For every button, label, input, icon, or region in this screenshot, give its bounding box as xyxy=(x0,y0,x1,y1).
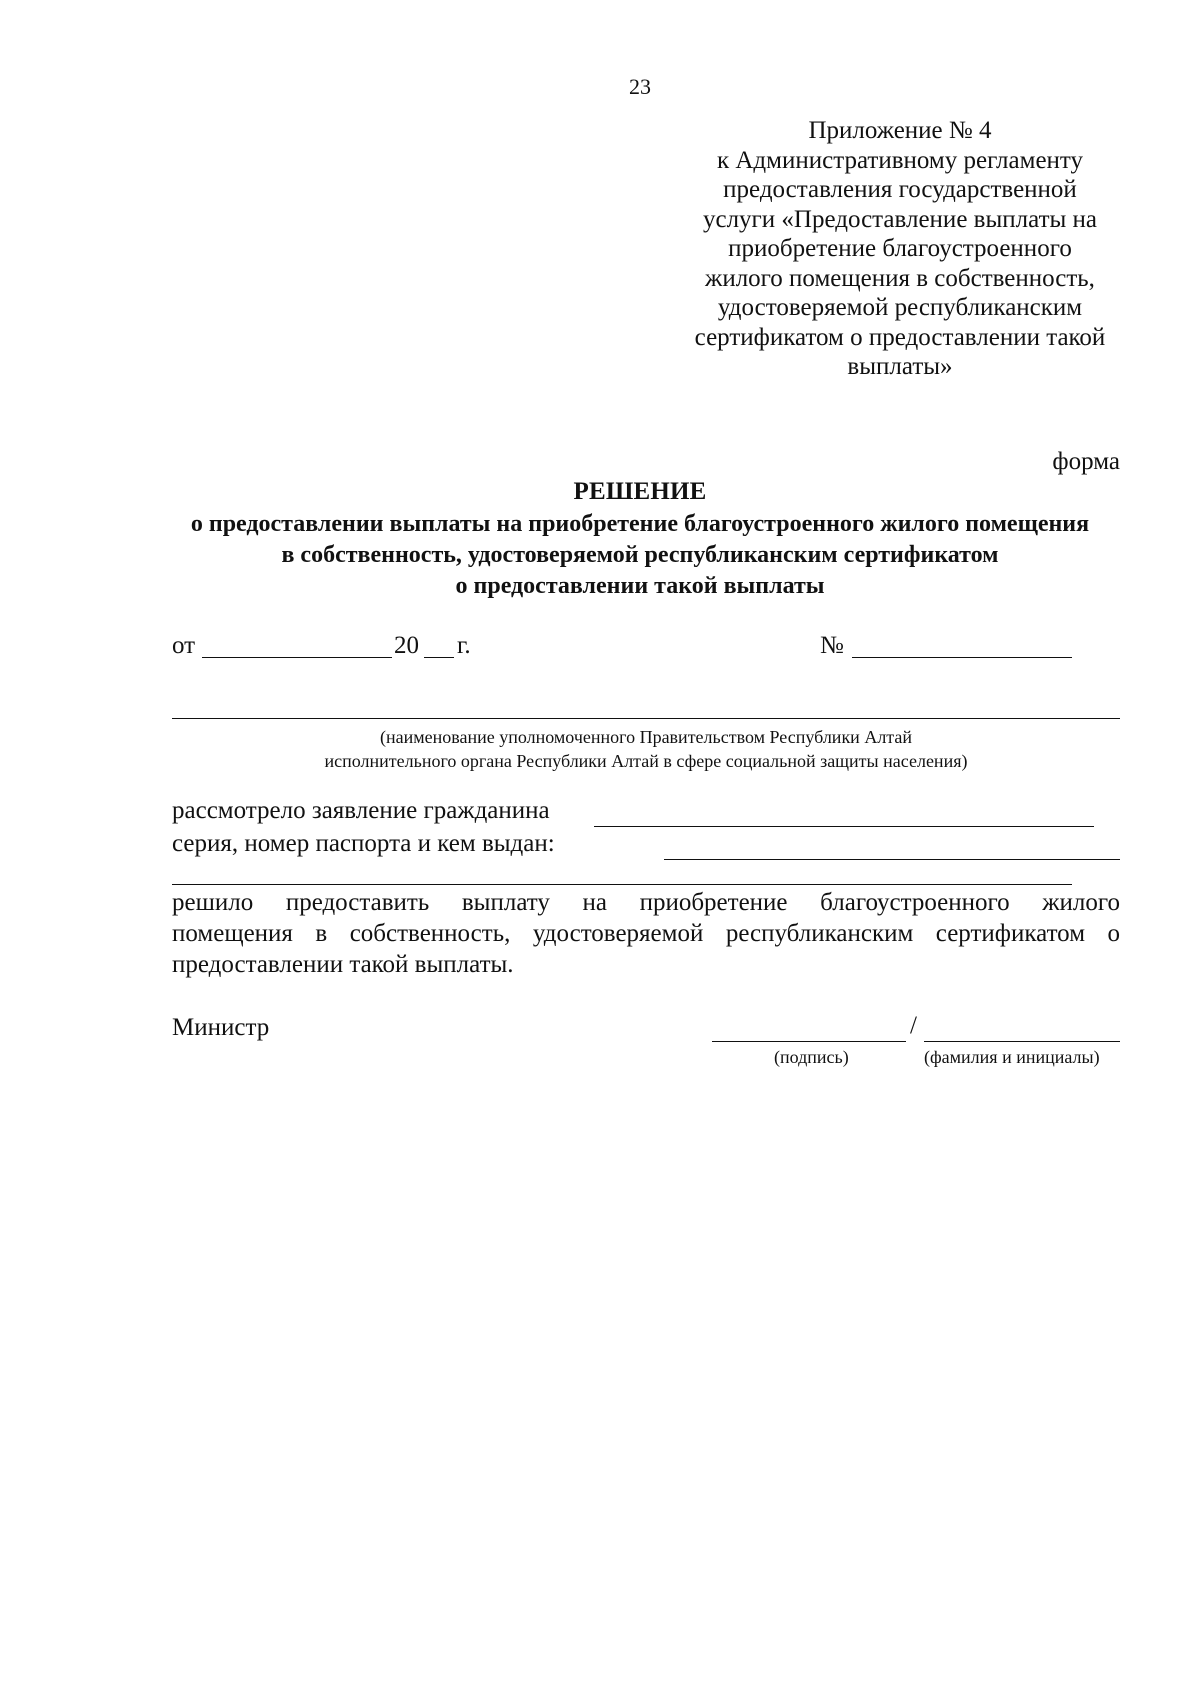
date-from-label: от xyxy=(172,632,196,659)
appendix-line: Приложение № 4 xyxy=(808,117,992,144)
passport-field[interactable] xyxy=(664,859,1120,860)
form-label: форма xyxy=(1052,448,1120,475)
passport-field-continued[interactable] xyxy=(172,884,1072,885)
appendix-line: жилого помещения в собственность, xyxy=(705,264,1095,292)
appendix-header xyxy=(660,116,1140,382)
subtitle-line: о предоставлении такой выплаты xyxy=(455,573,825,599)
subtitle-line: о предоставлении выплаты на приобретение благоустроенного жилого помещения xyxy=(190,511,1090,537)
decision-paragraph xyxy=(172,887,1120,949)
subtitle-line: в собственность, удостоверяемой республиканским сертификатом xyxy=(281,542,999,568)
appendix-line: к Административному регламенту xyxy=(716,146,1084,174)
signature-caption: (подпись) xyxy=(774,1047,849,1067)
date-field[interactable] xyxy=(202,657,392,658)
name-caption: (фамилия и инициалы) xyxy=(924,1047,1100,1067)
year-prefix: 20 xyxy=(394,632,419,659)
number-label: № xyxy=(820,632,844,659)
decision-last-line: предоставлении такой выплаты. xyxy=(172,951,514,978)
appendix-line: сертификатом о предоставлении такой xyxy=(694,323,1106,351)
year-suffix: г. xyxy=(457,632,471,659)
appendix-line: удостоверяемой республиканским xyxy=(717,294,1083,321)
organization-caption xyxy=(172,725,1120,773)
passport-label: серия, номер паспорта и кем выдан: xyxy=(172,830,555,857)
decision-line: помещения в собственность, удостоверяемой республиканским сертификатом о xyxy=(172,920,1120,947)
signatory-role: Министр xyxy=(172,1014,270,1041)
appendix-line: услуги «Предоставление выплаты на xyxy=(702,205,1098,233)
full-name-field[interactable] xyxy=(924,1041,1120,1042)
document-title: РЕШЕНИЕ xyxy=(573,478,707,505)
signature-slash: / xyxy=(910,1012,917,1039)
appendix-line: предоставления государственной xyxy=(723,176,1077,203)
date-number-row xyxy=(172,632,1092,666)
appendix-line: приобретение благоустроенного xyxy=(728,235,1072,262)
reviewed-application-label: рассмотрело заявление гражданина xyxy=(172,797,550,824)
document-subtitle xyxy=(140,509,1140,602)
caption-line: исполнительного органа Республики Алтай в сфере социальной защиты населения) xyxy=(324,751,968,771)
year-field[interactable] xyxy=(424,657,454,658)
appendix-line: выплаты» xyxy=(847,353,953,380)
number-field[interactable] xyxy=(852,657,1072,658)
decision-line: решило предоставить выплату на приобретение благоустроенного жилого xyxy=(172,889,1120,916)
caption-line: (наименование уполномоченного Правительством Республики Алтай xyxy=(379,727,913,747)
citizen-name-field[interactable] xyxy=(594,826,1094,827)
signature-field[interactable] xyxy=(712,1041,906,1042)
organization-name-field[interactable] xyxy=(172,718,1120,719)
page-number: 23 xyxy=(629,74,651,99)
